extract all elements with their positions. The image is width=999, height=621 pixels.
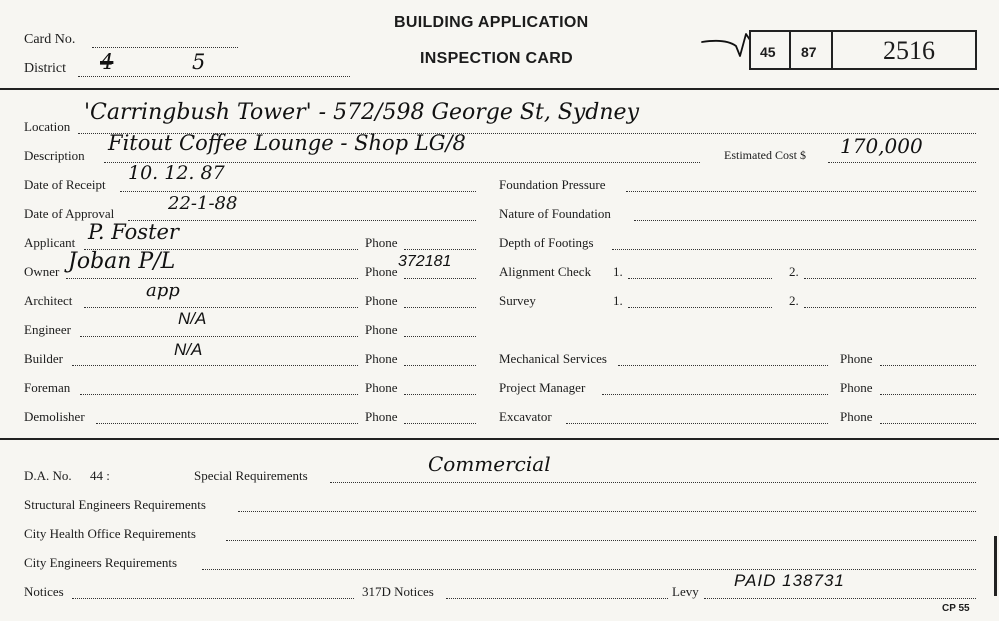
alignment-num-1: 1. xyxy=(613,264,623,279)
architect-label: Architect xyxy=(24,293,73,308)
card-number: 2516 xyxy=(883,36,935,65)
owner-value: Joban P/L xyxy=(68,249,176,274)
builder-value: N/A xyxy=(174,340,203,359)
engineer-label: Engineer xyxy=(24,322,71,337)
title-line-2: INSPECTION CARD xyxy=(420,50,573,67)
estimated-cost-label: Estimated Cost $ xyxy=(724,148,806,162)
builder-label: Builder xyxy=(24,351,63,366)
card-number-box xyxy=(749,30,977,70)
architect-phone-label: Phone xyxy=(365,293,398,308)
applicant-label: Applicant xyxy=(24,235,76,250)
health-label: City Health Office Requirements xyxy=(24,526,196,541)
project-manager-label: Project Manager xyxy=(499,380,586,395)
survey-num-1: 1. xyxy=(613,293,623,308)
arrow-icon xyxy=(700,30,752,62)
description-value: Fitout Coffee Lounge - Shop LG/8 xyxy=(108,131,466,155)
section-rule xyxy=(0,438,999,440)
applicant-phone-label: Phone xyxy=(365,235,398,250)
architect-value: app xyxy=(146,280,180,301)
demolisher-label: Demolisher xyxy=(24,409,85,424)
header-rule xyxy=(0,88,999,90)
notices-317d-label: 317D Notices xyxy=(362,584,434,599)
structural-label: Structural Engineers Requirements xyxy=(24,497,206,512)
mechanical-label: Mechanical Services xyxy=(499,351,607,366)
foreman-label: Foreman xyxy=(24,380,71,395)
owner-phone-label: Phone xyxy=(365,264,398,279)
foundation-pressure-label: Foundation Pressure xyxy=(499,177,606,192)
da-no-value: 44 : xyxy=(90,468,110,483)
card-no-line xyxy=(92,47,238,48)
box-value-2: 87 xyxy=(801,44,817,60)
location-label: Location xyxy=(24,119,71,134)
footer-code: CP 55 xyxy=(942,603,970,614)
district-label: District xyxy=(24,61,66,76)
builder-phone-label: Phone xyxy=(365,351,398,366)
scan-edge-mark xyxy=(994,536,997,596)
description-label: Description xyxy=(24,148,85,163)
nature-foundation-label: Nature of Foundation xyxy=(499,206,611,221)
survey-label: Survey xyxy=(499,293,536,308)
date-receipt-value: 10. 12. 87 xyxy=(128,162,225,184)
district-struck-value: 4 xyxy=(100,50,114,74)
excavator-phone-label: Phone xyxy=(840,409,873,424)
city-eng-label: City Engineers Requirements xyxy=(24,555,178,570)
demolisher-phone-label: Phone xyxy=(365,409,398,424)
owner-phone-value: 372181 xyxy=(398,253,452,270)
engineer-value: N/A xyxy=(178,309,207,328)
owner-label: Owner xyxy=(24,264,60,279)
project-manager-phone-label: Phone xyxy=(840,380,873,395)
foreman-phone-label: Phone xyxy=(365,380,398,395)
district-value: 5 xyxy=(192,50,206,74)
survey-num-2: 2. xyxy=(789,293,799,308)
depth-footings-label: Depth of Footings xyxy=(499,235,594,250)
da-no-label: D.A. No. xyxy=(24,468,72,483)
date-receipt-label: Date of Receipt xyxy=(24,177,106,192)
applicant-value: P. Foster xyxy=(88,220,179,244)
date-approval-label: Date of Approval xyxy=(24,206,115,221)
card-no-label: Card No. xyxy=(24,32,76,47)
special-req-label: Special Requirements xyxy=(194,468,308,483)
levy-label: Levy xyxy=(672,584,699,599)
box-value-1: 45 xyxy=(760,44,776,60)
location-value: 'Carringbush Tower' - 572/598 George St, Sydney xyxy=(84,100,640,125)
excavator-label: Excavator xyxy=(499,409,552,424)
levy-value: PAID 138731 xyxy=(734,571,845,590)
notices-label: Notices xyxy=(24,584,64,599)
estimated-cost-value: 170,000 xyxy=(840,134,923,158)
mechanical-phone-label: Phone xyxy=(840,351,873,366)
engineer-phone-label: Phone xyxy=(365,322,398,337)
district-line xyxy=(78,76,350,77)
alignment-num-2: 2. xyxy=(789,264,799,279)
date-approval-value: 22-1-88 xyxy=(168,193,238,214)
alignment-check-label: Alignment Check xyxy=(499,264,592,279)
special-req-value: Commercial xyxy=(428,452,551,476)
title-line-1: BUILDING APPLICATION xyxy=(394,14,589,31)
